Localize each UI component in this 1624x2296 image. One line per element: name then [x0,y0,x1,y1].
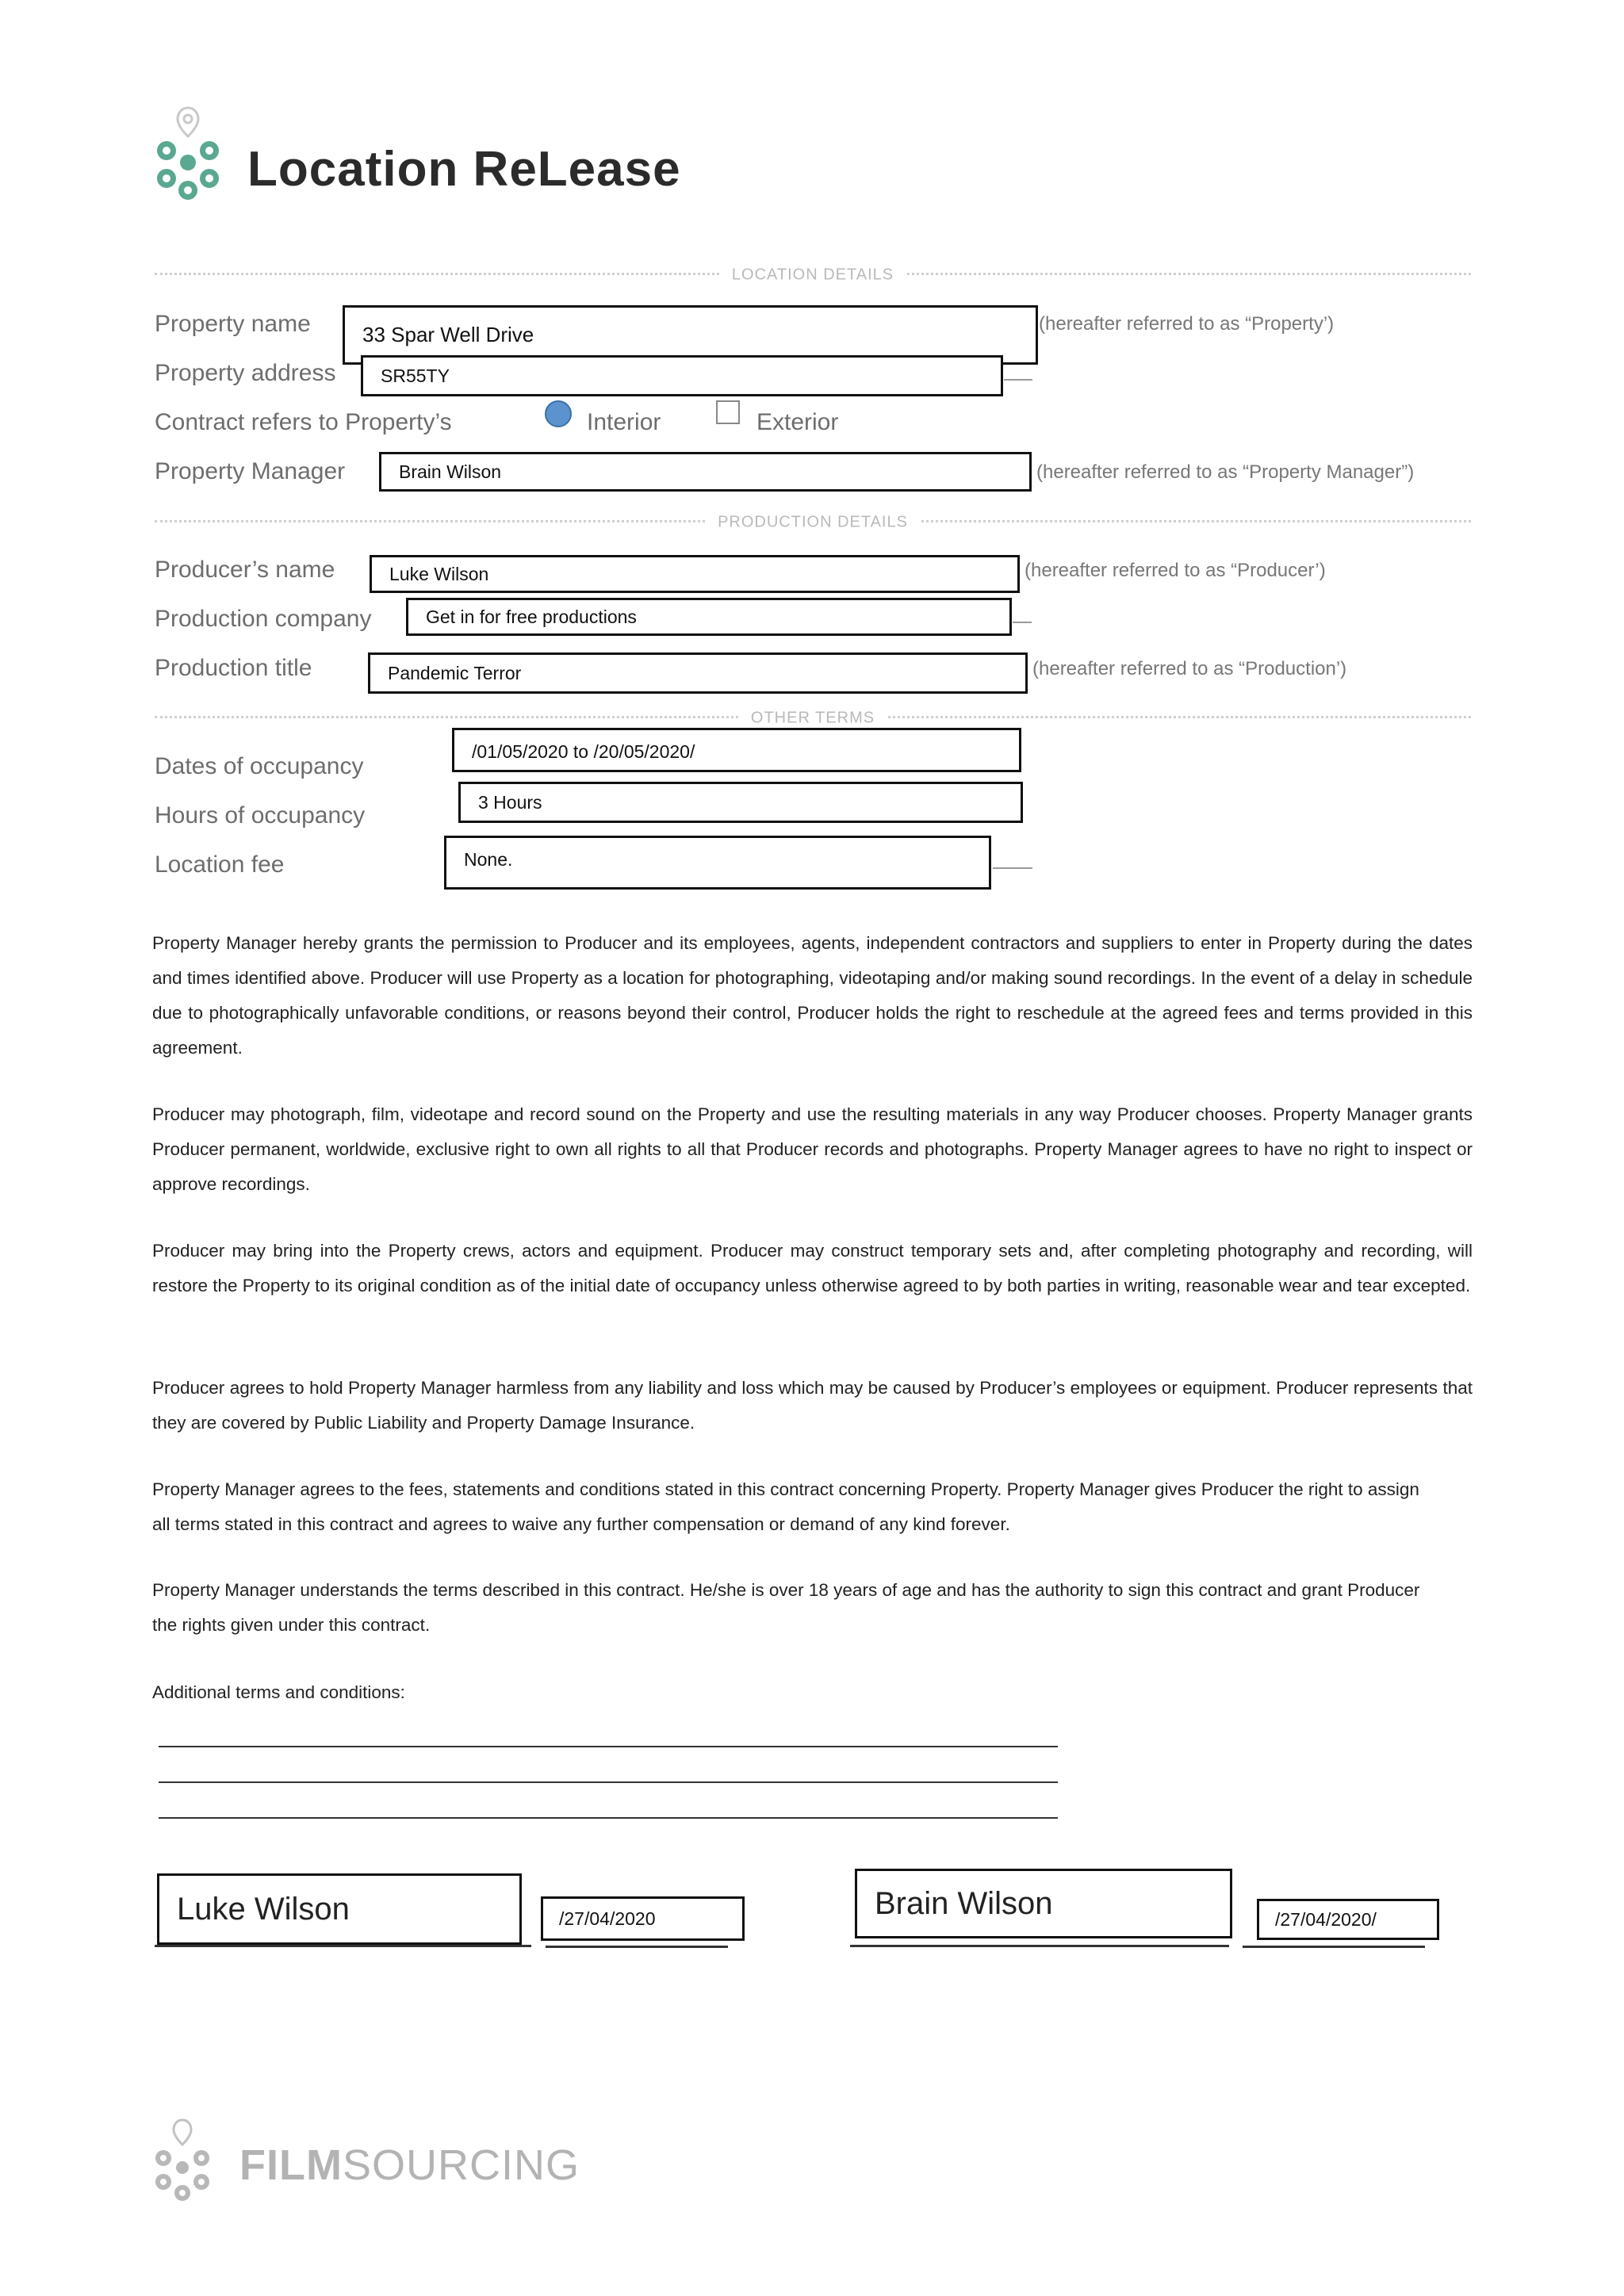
terms-paragraph-permission: Property Manager hereby grants the permission to Producer and its employees, agents, independent contractors and suppliers to enter in Property during the dates and times identified above. Producer will use Property as a location for photographing, videotaping and/or making sound recordings. In the event of a delay in schedule due to photographically unfavorable conditions, or reasons beyond their control, Producer holds the right to reschedule at the agreed fees and terms provided in this agreement. [152,933,1473,1058]
contract-refers-label: Contract refers to Property’s [155,409,452,435]
manager-signature-line [850,1945,1229,1947]
location-fee-field[interactable]: None. [444,836,991,890]
producer-date-line [546,1946,728,1948]
production-company-label: Production company [155,606,372,632]
brand-bold-text: FILM [239,2141,343,2189]
production-title-hint: (hereafter referred to as “Production’) [1032,658,1347,679]
property-name-hint: (hereafter referred to as “Property’) [1039,313,1335,335]
producer-signature-line [155,1945,531,1947]
property-name-label: Property name [155,311,311,337]
manager-date-line [1243,1946,1425,1948]
exterior-label: Exterior [756,409,839,435]
interior-radio[interactable] [545,400,572,427]
hours-of-occupancy-label: Hours of occupancy [155,802,366,828]
property-manager-hint: (hereafter referred to as “Property Manager”) [1036,461,1415,483]
production-details-divider [155,513,1471,531]
production-company-line [1013,622,1032,623]
terms-paragraph-fees: Property Manager agrees to the fees, statements and conditions stated in this contract concerning Property. Property Manager gives Producer the right to assign all terms stated in this contract and agrees to waive any further compensation or demand of any kind forever. [152,1479,1419,1534]
producer-signature-field[interactable]: Luke Wilson [157,1873,522,1945]
property-name-field[interactable]: 33 Spar Well Drive [343,305,1038,365]
brand-light-text: SOURCING [342,2141,580,2189]
exterior-checkbox[interactable] [716,400,740,424]
other-terms-heading: OTHER TERMS [740,710,886,728]
location-fee-label: Location fee [155,851,285,878]
manager-date-field[interactable]: /27/04/2020/ [1257,1899,1439,1940]
producer-date-field[interactable]: /27/04/2020 [541,1896,745,1941]
terms-paragraph-authority: Property Manager understands the terms described in this contract. He/she is over 18 years of age and has the authority to sign this contract and grant Producer the rights given under this contract. [152,1580,1420,1635]
additional-terms-label: Additional terms and conditions: [152,1682,405,1702]
hours-of-occupancy-field[interactable]: 3 Hours [458,782,1023,823]
property-manager-label: Property Manager [155,458,346,484]
location-details-heading: LOCATION DETAILS [721,266,905,285]
production-details-heading: PRODUCTION DETAILS [707,514,919,532]
additional-terms-line-2[interactable] [159,1781,1058,1783]
location-release-logo-icon [151,103,226,206]
production-company-field[interactable]: Get in for free productions [406,598,1012,636]
property-address-line [1004,379,1032,381]
manager-signature-field[interactable]: Brain Wilson [855,1869,1232,1938]
producer-name-label: Producer’s name [155,557,335,583]
production-title-label: Production title [155,655,312,681]
document-title: Location ReLease [247,142,681,197]
terms-paragraph-equipment: Producer may bring into the Property crews, actors and equipment. Producer may construct temporary sets and, after completing photography and recording, will restore the Property to its original condition as of the initial date of occupancy unless otherwise agreed to by both parties in writing, reasonable wear and tear excepted. [152,1241,1473,1295]
producer-name-field[interactable]: Luke Wilson [370,555,1020,593]
interior-label: Interior [587,409,661,435]
filmsourcing-brand [239,2141,580,2190]
terms-paragraph-rights: Producer may photograph, film, videotape and record sound on the Property and use the resulting materials in any way Producer chooses. Property Manager grants Producer permanent, worldwide, exclusive right to own all rights to all that Producer records and photographs. Property Manager agrees to have no right to inspect or approve recordings. [152,1104,1473,1194]
property-address-label: Property address [155,360,336,386]
dates-of-occupancy-label: Dates of occupancy [155,753,364,779]
terms-paragraph-liability: Producer agrees to hold Property Manager harmless from any liability and loss which may be caused by Producer’s employees or equipment. Producer represents that they are covered by Public Liability and Property Damage Insurance. [152,1378,1473,1433]
additional-terms-line-1[interactable] [159,1746,1058,1747]
location-details-divider [155,266,1471,284]
other-terms-divider [155,709,1471,727]
additional-terms-line-3[interactable] [159,1817,1058,1819]
production-title-field[interactable]: Pandemic Terror [368,652,1028,694]
property-manager-field[interactable]: Brain Wilson [379,452,1032,492]
location-fee-line [993,867,1032,869]
dates-of-occupancy-field[interactable]: /01/05/2020 to /20/05/2020/ [452,728,1021,772]
producer-name-hint: (hereafter referred to as “Producer’) [1025,560,1326,581]
property-address-field[interactable]: SR55TY [361,355,1003,396]
filmsourcing-logo-icon [151,2117,214,2204]
